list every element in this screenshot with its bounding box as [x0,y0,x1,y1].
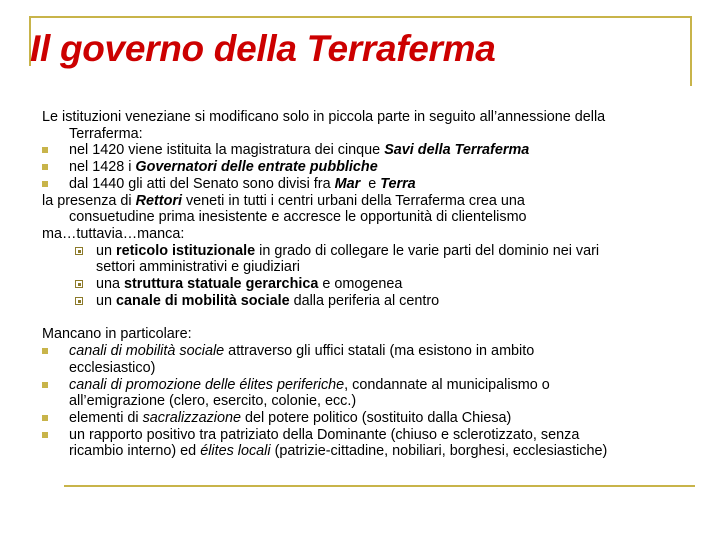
paragraph-line: Mancano in particolare: [42,326,192,343]
item-text: un [96,292,117,309]
item-emphasis: canali di mobilità sociale [69,343,225,360]
item-text: nel 1420 viene istituita la magistratura dei cinque [69,142,385,159]
item-text: nel 1428 i [69,159,136,176]
item-emphasis: canale di mobilità sociale [116,292,290,309]
paragraph-line: consuetudine prima inesistente e accresce le opportunità di clientelismo [69,209,527,226]
item-text: veneti in tutti i centri urbani della Terraferma crea una [181,192,525,209]
item-text: la presenza di [42,192,136,209]
list-item [42,159,692,176]
spacer [42,309,692,326]
list-item [42,343,692,360]
list-item-continuation [42,443,692,460]
list-item [42,377,692,394]
item-text: e omogenea [318,276,403,293]
list-item-continuation: ecclesiastico) [69,359,156,376]
sub-list-item [42,243,692,260]
item-text: , condannate al municipalismo o [344,376,550,393]
item-emphasis: canali di promozione delle élites periferiche [69,376,345,393]
item-text: un rapporto positivo tra patriziato della Dominante (chiuso e sclerotizzato, senza [69,426,580,443]
item-text: una [96,276,125,293]
item-text: un [96,242,117,259]
item-text: ricambio interno) ed [69,443,201,460]
item-text: in grado di collegare le varie parti del dominio nei vari [255,242,600,259]
slide-body [42,109,692,460]
item-emphasis: Mar [334,175,361,192]
frame-top-line [29,16,692,18]
checkbox-bullet-icon [75,280,83,288]
list-item [42,142,692,159]
item-text: dal 1440 gli atti del Senato sono divisi fra [69,175,335,192]
slide-title: Il governo della Terraferma [30,28,496,69]
item-emphasis: struttura statuale gerarchica [124,276,319,293]
sub-list-item-continuation: settori amministrativi e giudiziari [96,259,300,276]
frame-bottom-line [64,485,695,487]
square-bullet-icon [42,382,48,388]
paragraph-line [42,193,692,210]
square-bullet-icon [42,348,48,354]
item-emphasis: Rettori [135,192,182,209]
square-bullet-icon [42,432,48,438]
item-text: del potere politico (sostituito dalla Chiesa) [240,409,512,426]
square-bullet-icon [42,181,48,187]
sub-list-item [42,293,692,310]
sub-list-item [42,276,692,293]
list-item-continuation: all’emigrazione (clero, esercito, colonie, ecc.) [69,393,357,410]
item-emphasis: reticolo istituzionale [116,242,256,259]
item-text: (patrizie-cittadine, nobiliari, borghesi, ecclesiastiche) [270,443,608,460]
item-text: attraverso gli uffici statali (ma esistono in ambito [224,343,535,360]
item-emphasis: élites locali [200,443,271,460]
item-emphasis: Savi della Terraferma [384,142,530,159]
item-emphasis: sacralizzazione [142,409,241,426]
list-item [42,176,692,193]
frame-right-line [690,16,692,86]
paragraph-line: Terraferma: [69,125,143,142]
square-bullet-icon [42,415,48,421]
square-bullet-icon [42,164,48,170]
square-bullet-icon [42,147,48,153]
item-text: e [360,175,381,192]
paragraph-line: ma…tuttavia…manca: [42,225,185,242]
list-item [42,410,692,427]
item-text: elementi di [69,409,143,426]
item-emphasis: Terra [380,175,416,192]
item-emphasis: Governatori delle entrate pubbliche [135,159,378,176]
checkbox-bullet-icon [75,297,83,305]
list-item [42,427,692,444]
checkbox-bullet-icon [75,247,83,255]
item-text: dalla periferia al centro [289,292,440,309]
paragraph-line: Le istituzioni veneziane si modificano solo in piccola parte in seguito all’annessione della [42,109,606,125]
